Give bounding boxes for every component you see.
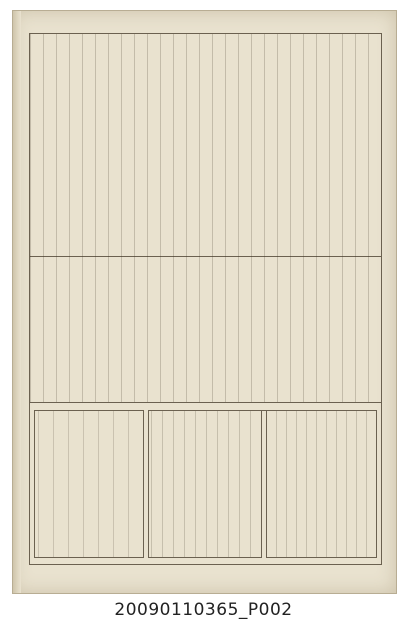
lower-advertisement-section (30, 402, 381, 564)
advertisement-panel (148, 410, 262, 558)
image-caption: 20090110365_P002 (114, 600, 293, 620)
print-area (29, 33, 382, 565)
upper-table-of-contents (30, 34, 381, 257)
bookseller-list (266, 410, 377, 558)
middle-table-of-contents (30, 256, 381, 403)
page-spine (13, 11, 21, 593)
publisher-box (34, 410, 144, 558)
scanned-page (12, 10, 397, 594)
